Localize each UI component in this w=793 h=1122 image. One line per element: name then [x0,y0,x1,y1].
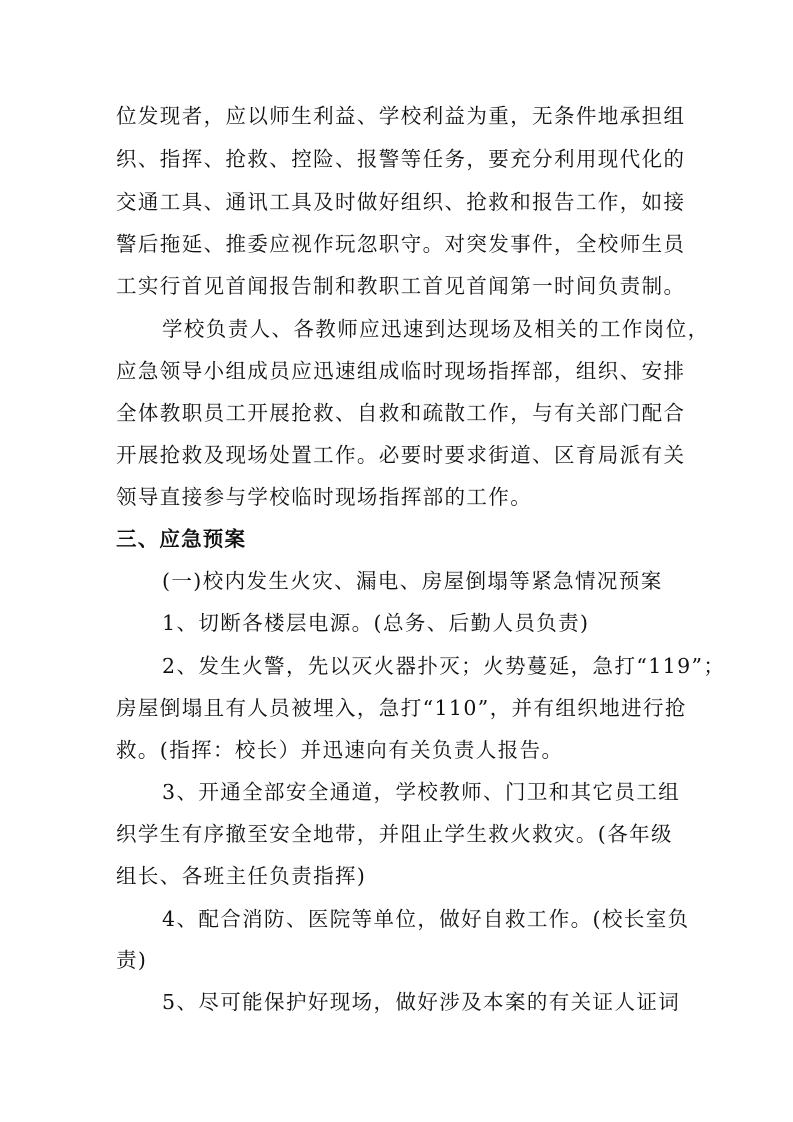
list-item-2-line-2: 房屋倒塌且有人员被埋入，急打“110”，并有组织地进行抢 [116,696,687,720]
list-item-3-line-1: 3、开通全部安全通道，学校教师、门卫和其它员工组 [162,780,681,804]
list-item-2-line-3: 救。(指挥：校长）并迅速向有关负责人报告。 [116,738,564,762]
list-item-4-line-1: 4、配合消防、医院等单位，做好自救工作。(校长室负 [162,907,690,931]
paragraph-line-10: 领导直接参与学校临时现场指挥部的工作。 [116,485,533,509]
list-item-5-line-1: 5、尽可能保护好现场，做好涉及本案的有关证人证词 [162,990,681,1014]
paragraph-line-8: 全体教职员工开展抢救、自救和疏散工作，与有关部门配合 [116,401,686,425]
list-item-2-line-1: 2、发生火警，先以灭火器扑灭；火势蔓延，急打“119”； [162,654,726,678]
paragraph-line-4: 警后拖延、推委应视作玩忽职守。对突发事件，全校师生员 [116,232,686,256]
paragraph-line-7: 应急领导小组成员应迅速组成临时现场指挥部，组织、安排 [116,359,686,383]
subsection-heading: (一)校内发生火灾、漏电、房屋倒塌等紧急情况预案 [162,569,663,593]
paragraph-line-1: 位发现者，应以师生利益、学校利益为重，无条件地承担组 [116,104,686,128]
paragraph-line-5: 工实行首见首闻报告制和教职工首见首闻第一时间负责制。 [116,274,686,298]
list-item-3-line-3: 组长、各班主任负责指挥) [116,864,367,888]
paragraph-line-6: 学校负责人、各教师应迅速到达现场及相关的工作岗位， [162,317,710,341]
section-heading: 三、应急预案 [116,527,247,551]
list-item-4-line-2: 责) [116,948,148,972]
list-item-3-line-2: 织学生有序撤至安全地带，并阻止学生救火救灾。(各年级 [116,822,673,846]
paragraph-line-9: 开展抢救及现场处置工作。必要时要求街道、区育局派有关 [116,443,686,467]
paragraph-line-3: 交通工具、通讯工具及时做好组织、抢救和报告工作，如接 [116,190,686,214]
paragraph-line-2: 织、指挥、抢救、控险、报警等任务，要充分利用现代化的 [116,147,686,171]
list-item-1: 1、切断各楼层电源。(总务、后勤人员负责) [162,611,590,635]
